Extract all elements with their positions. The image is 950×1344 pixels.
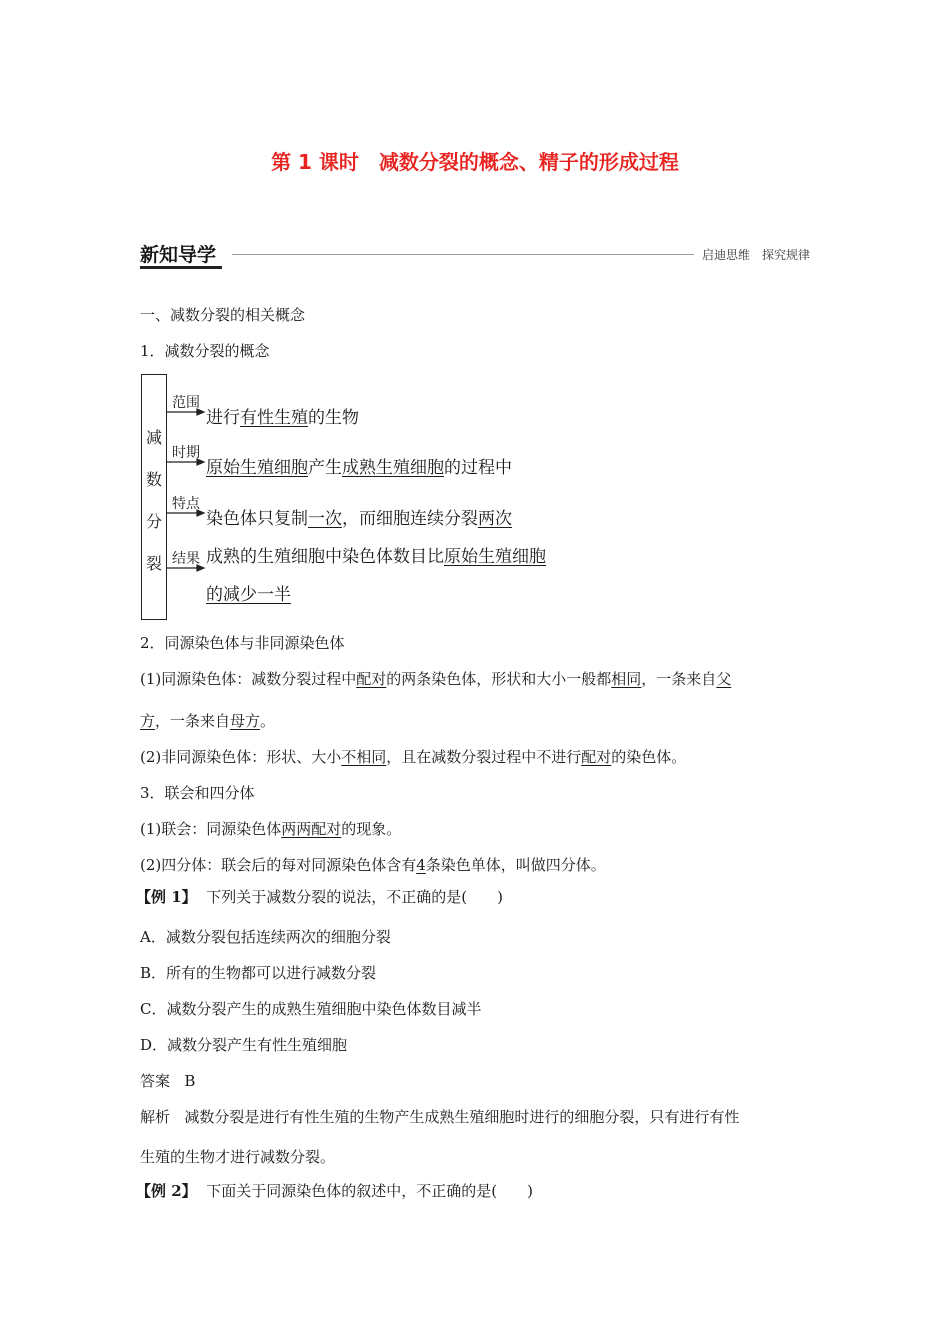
option-d: D．减数分裂产生有性生殖细胞 [140, 1036, 348, 1054]
option-c: C．减数分裂产生的成熟生殖细胞中染色体数目减半 [140, 1000, 482, 1018]
box-char: 数 [145, 470, 162, 489]
item-heading-2: 2．同源染色体与非同源染色体 [140, 634, 345, 652]
analysis-line-2: 生殖的生物才进行减数分裂。 [140, 1148, 336, 1166]
box-char: 分 [145, 512, 162, 531]
banner-subtitle: 启迪思维 探究规律 [702, 248, 811, 262]
option-b: B．所有的生物都可以进行减数分裂 [140, 964, 377, 982]
arrow-label-period: 时期 [172, 445, 200, 461]
page-title: 第 1 课时 减数分裂的概念、精子的形成过程 [271, 150, 679, 174]
diagram-row-scope: 进行有性生殖的生物 [206, 408, 359, 428]
example-label: 【例 1】 [136, 888, 197, 906]
example-2 [136, 1180, 533, 1201]
diagram-row-result-line2: 的减少一半 [206, 585, 291, 605]
example-stem: 下列关于减数分裂的说法，不正确的是( ) [206, 888, 503, 906]
diagram-row-feature: 染色体只复制一次，而细胞连续分裂两次 [206, 509, 512, 529]
analysis-line-1: 解析 减数分裂是进行有性生殖的生物产生成熟生殖细胞时进行的细胞分裂，只有进行有性 [140, 1108, 740, 1126]
option-a: A．减数分裂包括连续两次的细胞分裂 [140, 928, 391, 946]
answer-value: B [184, 1072, 196, 1090]
arrow-label-result: 结果 [172, 551, 200, 567]
item-heading-1: 1．减数分裂的概念 [140, 342, 270, 360]
arrow-label-scope: 范围 [172, 395, 200, 411]
example-stem: 下面关于同源染色体的叙述中，不正确的是( ) [206, 1182, 533, 1200]
arrow-label-feature: 特点 [172, 496, 200, 512]
box-char: 减 [145, 428, 162, 447]
diagram-row-period: 原始生殖细胞产生成熟生殖细胞的过程中 [206, 458, 512, 478]
example-label: 【例 2】 [136, 1182, 197, 1200]
paragraph-nonhomologous: (2)非同源染色体：形状、大小不相同，且在减数分裂过程中不进行配对的染色体。 [140, 748, 687, 766]
paragraph-tetrad: (2)四分体：联会后的每对同源染色体含有4条染色单体，叫做四分体。 [140, 856, 606, 874]
section-heading: 一、减数分裂的相关概念 [140, 306, 306, 324]
diagram-row-result: 成熟的生殖细胞中染色体数目比原始生殖细胞 [206, 547, 546, 567]
section-banner-title: 新知导学 [140, 244, 217, 266]
item-heading-3: 3．联会和四分体 [140, 784, 255, 802]
paragraph-synapsis: (1)联会：同源染色体两两配对的现象。 [140, 820, 402, 838]
example-1 [136, 886, 503, 907]
answer-line: 答案 B [140, 1072, 196, 1090]
paragraph-homologous-cont: 方，一条来自母方。 [140, 712, 276, 730]
box-char: 裂 [145, 554, 162, 573]
paragraph-homologous: (1)同源染色体：减数分裂过程中配对的两条染色体，形状和大小一般都相同，一条来自父 [140, 670, 732, 688]
